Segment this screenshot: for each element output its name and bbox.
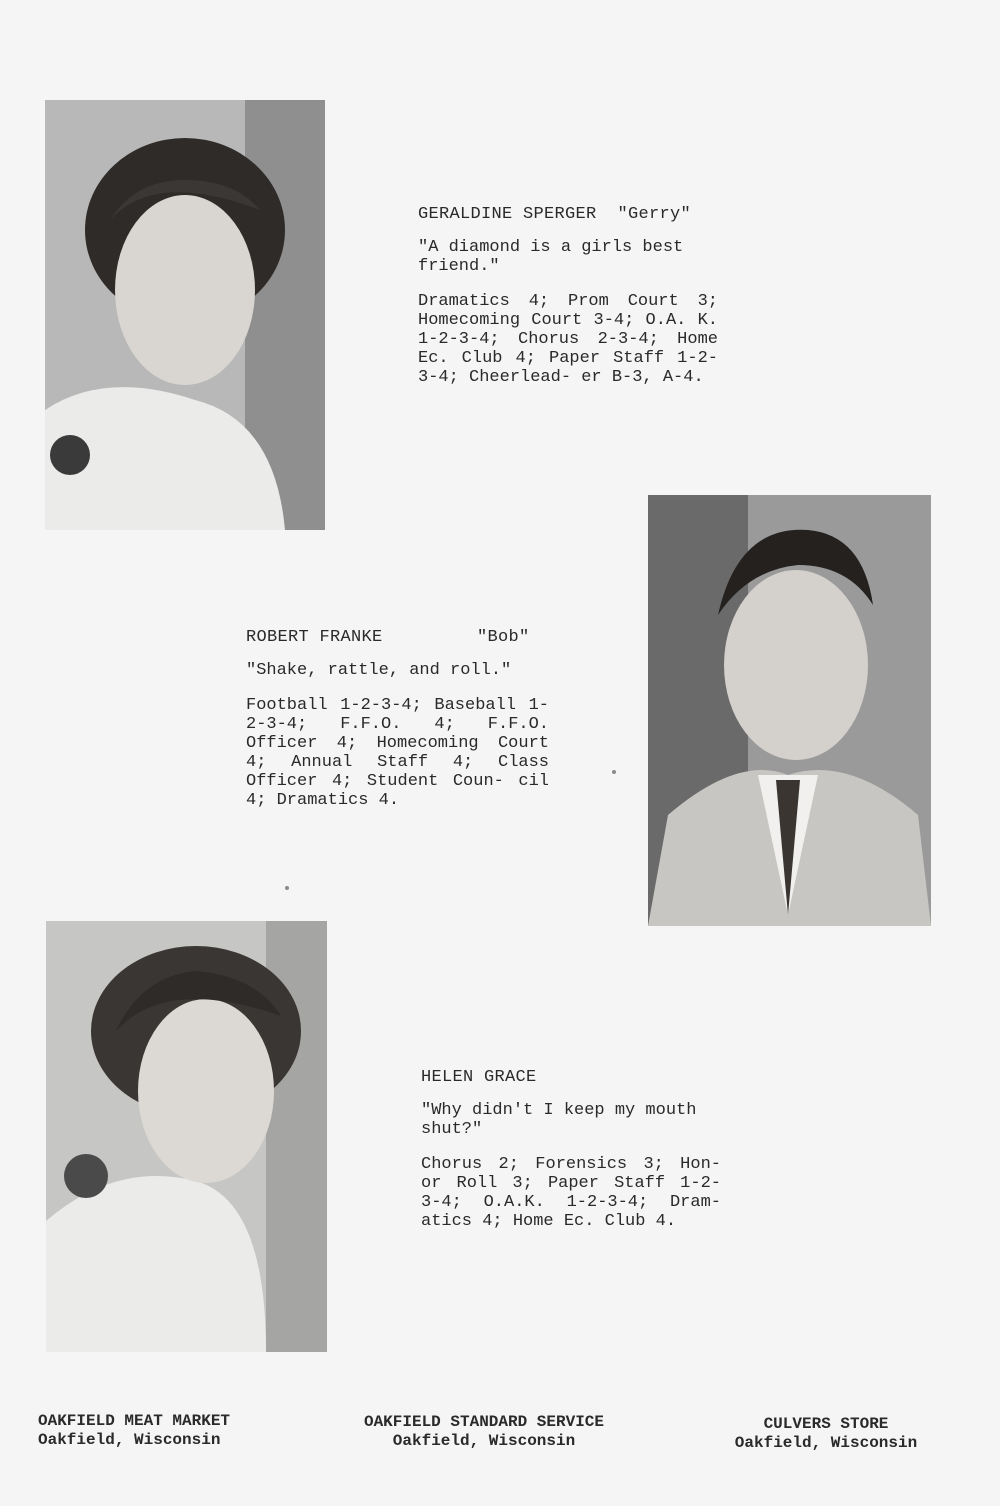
sponsor-name: OAKFIELD MEAT MARKET <box>38 1412 231 1430</box>
paper-speck <box>612 770 616 774</box>
student-name: GERALDINE SPERGER <box>418 205 597 224</box>
student-nickname: "Bob" <box>477 628 530 647</box>
student-name-line <box>418 205 718 224</box>
student-nickname: "Gerry" <box>617 205 692 224</box>
student-name-line <box>421 1068 721 1087</box>
student-activities: Dramatics 4; Prom Court 3; Homecoming Court 3-4; O.A. K. 1-2-3-4; Chorus 2-3-4; Home Ec. Club 4; Paper Staff 1-2-3-4; Cheerlead- er B-3, A-4. <box>418 292 718 387</box>
student-activities: Chorus 2; Forensics 3; Hon- or Roll 3; Paper Staff 1-2- 3-4; O.A.K. 1-2-3-4; Dram- atics 4; Home Ec. Club 4. <box>421 1155 721 1231</box>
student-entry-helen <box>421 1068 721 1231</box>
student-quote: "Shake, rattle, and roll." <box>246 661 512 680</box>
portrait-photo-robert <box>648 495 931 926</box>
student-entry-robert <box>246 628 549 810</box>
sponsor-location: Oakfield, Wisconsin <box>38 1431 221 1449</box>
student-quote: "A diamond is a girls best friend." <box>418 238 684 276</box>
sponsor-culvers-store <box>715 1415 937 1453</box>
student-name: HELEN GRACE <box>421 1068 537 1087</box>
sponsor-location: Oakfield, Wisconsin <box>392 1432 576 1450</box>
sponsor-oakfield-standard-service <box>338 1413 630 1451</box>
student-quote: "Why didn't I keep my mouth shut?" <box>421 1101 697 1139</box>
sponsor-name: OAKFIELD STANDARD SERVICE <box>363 1413 605 1431</box>
student-activities: Football 1-2-3-4; Baseball 1-2-3-4; F.F.O. 4; F.F.O. Officer 4; Homecoming Court 4; Annual Staff 4; Class Officer 4; Student Coun- cil 4; Dramatics 4. <box>246 696 549 810</box>
portrait-photo-helen <box>46 921 327 1352</box>
student-name: ROBERT FRANKE <box>246 628 383 647</box>
sponsor-name: CULVERS STORE <box>763 1415 889 1433</box>
sponsor-location: Oakfield, Wisconsin <box>734 1434 918 1452</box>
student-name-line <box>246 628 549 647</box>
sponsor-oakfield-meat-market <box>38 1412 230 1450</box>
portrait-photo-geraldine <box>45 100 325 530</box>
paper-speck <box>285 886 289 890</box>
student-entry-geraldine <box>418 205 718 387</box>
